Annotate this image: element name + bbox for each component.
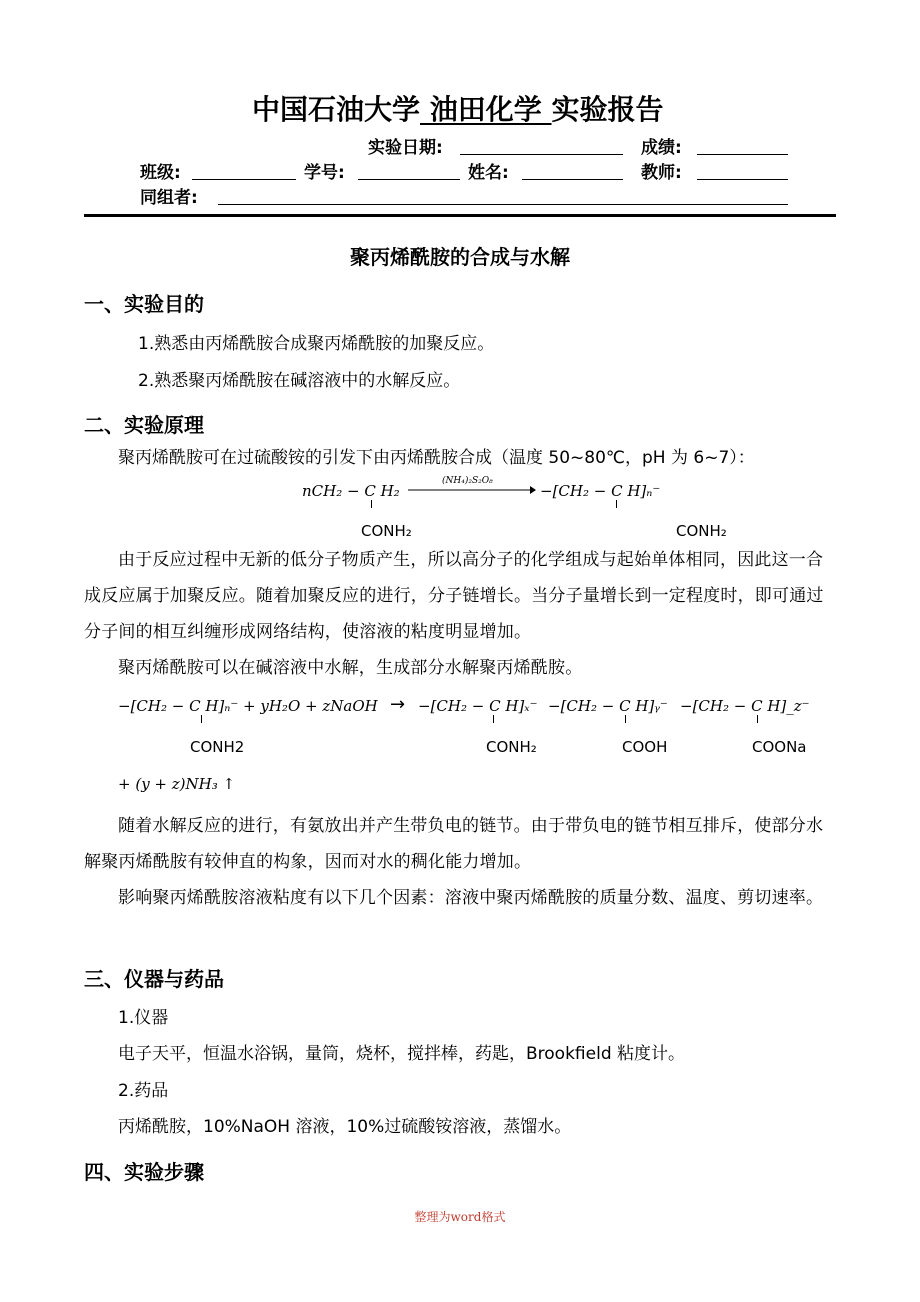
principle-paragraph-4: 影响聚丙烯酰胺溶液粘度有以下几个因素：溶液中聚丙烯酰胺的质量分数、温度、剪切速率。 <box>118 888 824 908</box>
eq2-rhs2-bond-tick <box>625 715 626 723</box>
teacher-blank <box>697 179 788 180</box>
reagents-list: 丙烯酰胺，10%NaOH 溶液，10%过硫酸铵溶液，蒸馏水。 <box>118 1117 572 1137</box>
course-name: 油田化学 <box>420 93 552 126</box>
principle-intro: 聚丙烯酰胺可在过硫酸铵的引发下由丙烯酰胺合成（温度 50~80℃，pH 为 6~7）： <box>118 448 755 468</box>
student-id-label: 学号: <box>304 163 345 183</box>
eq2-lhs-bond-tick <box>201 715 202 723</box>
eq1-product-group: CONH₂ <box>676 522 727 540</box>
report-word: 实验报告 <box>551 93 664 126</box>
eq2-rhs-salt: −[CH₂ − C H]_z⁻ <box>680 697 810 715</box>
section-3-heading: 三、仪器与药品 <box>84 967 224 991</box>
report-title <box>252 88 664 128</box>
eq2-rhs2-group: COOH <box>622 738 668 756</box>
date-label: 实验日期: <box>368 138 443 158</box>
purpose-item-1: 1.熟悉由丙烯酰胺合成聚丙烯酰胺的加聚反应。 <box>138 334 495 354</box>
group-blank <box>218 204 788 205</box>
eq1-reactant: nCH₂ − C H₂ <box>302 482 400 500</box>
eq1-bond-tick <box>371 500 372 508</box>
eq2-rhs3-bond-tick <box>757 715 758 723</box>
eq2-rhs1-bond-tick <box>493 715 494 723</box>
date-blank <box>460 154 623 155</box>
eq1-reactant-group: CONH₂ <box>361 522 412 540</box>
eq2-rhs3-group: COONa <box>752 738 807 756</box>
instruments-list: 电子天平，恒温水浴锅，量筒，烧杯，搅拌棒，药匙，Brookfield 粘度计。 <box>118 1044 686 1064</box>
eq1-product: −[CH₂ − C H]ₙ⁻ <box>540 482 661 500</box>
score-label: 成绩: <box>641 138 682 158</box>
school-name: 中国石油大学 <box>252 93 421 126</box>
footer-note: 整理为word格式 <box>414 1210 506 1224</box>
class-label: 班级: <box>140 163 181 183</box>
instruments-subheading: 1.仪器 <box>118 1008 169 1028</box>
eq2-rhs1-group: CONH₂ <box>486 738 537 756</box>
student-id-blank <box>358 179 460 180</box>
eq2-ammonia: + (y + z)NH₃ ↑ <box>118 775 236 793</box>
name-label: 姓名: <box>468 163 509 183</box>
section-4-heading: 四、实验步骤 <box>84 1160 204 1184</box>
eq1-catalyst: (NH₄)₂S₂O₈ <box>442 476 493 486</box>
eq1-product-bond-tick <box>616 500 617 508</box>
eq2-arrow: → <box>390 694 406 715</box>
eq2-rhs-amide: −[CH₂ − C H]ₓ⁻ <box>418 697 538 715</box>
teacher-label: 教师: <box>641 163 682 183</box>
eq2-lhs-group: CONH2 <box>190 738 245 756</box>
principle-paragraph-3: 随着水解反应的进行，有氨放出并产生带负电的链节。由于带负电的链节相互排斥，使部分水解聚丙烯酰胺有较伸直的构象，因而对水的稠化能力增加。 <box>84 816 824 872</box>
reagents-subheading: 2.药品 <box>118 1081 169 1101</box>
principle-paragraph-1: 由于反应过程中无新的低分子物质产生，所以高分子的化学组成与起始单体相同，因此这一合成反应属于加聚反应。随着加聚反应的进行，分子链增长。当分子量增长到一定程度时，即可通过分子间的相互纠缠形成网络结构，使溶液的粘度明显增加。 <box>84 550 824 642</box>
eq1-arrow <box>408 484 536 496</box>
doc-title: 聚丙烯酰胺的合成与水解 <box>350 245 570 269</box>
principle-paragraph-2: 聚丙烯酰胺可以在碱溶液中水解，生成部分水解聚丙烯酰胺。 <box>118 658 583 678</box>
score-blank <box>697 154 788 155</box>
eq2-lhs: −[CH₂ − C H]ₙ⁻ + yH₂O + zNaOH <box>118 697 378 715</box>
class-blank <box>192 179 296 180</box>
purpose-item-2: 2.熟悉聚丙烯酰胺在碱溶液中的水解反应。 <box>138 371 461 391</box>
name-blank <box>522 179 623 180</box>
eq2-rhs-acid: −[CH₂ − C H]ᵧ⁻ <box>548 697 668 715</box>
header-rule <box>84 214 836 217</box>
group-label: 同组者: <box>140 188 198 208</box>
section-2-heading: 二、实验原理 <box>84 413 204 437</box>
section-1-heading: 一、实验目的 <box>84 292 204 316</box>
